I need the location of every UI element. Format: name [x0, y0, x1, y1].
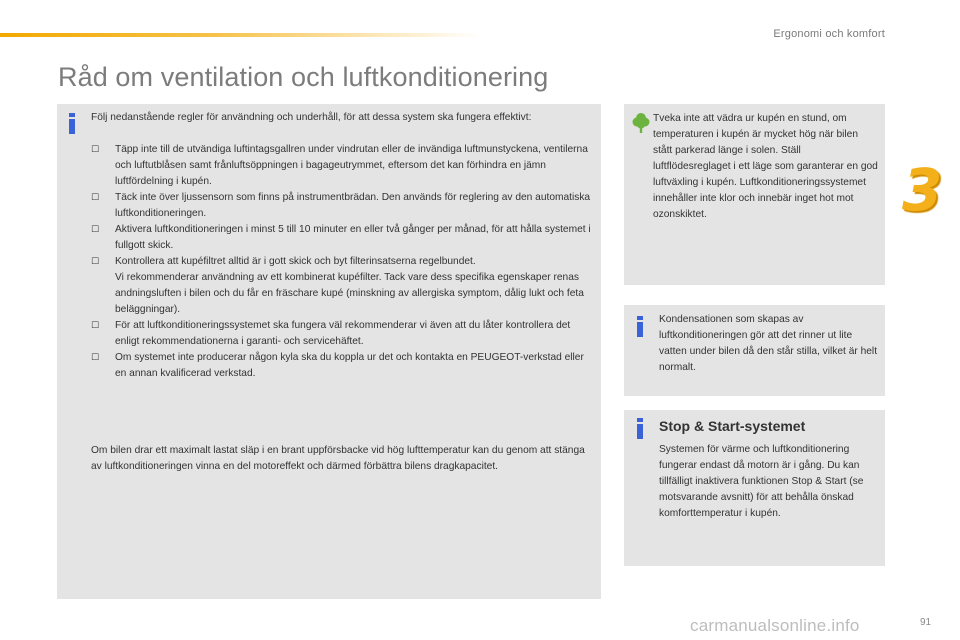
list-item: ☐ Täck inte över ljussensorn som finns på instrumentbrädan. Den används för reglering av den automatiska luftkonditioneringen. [91, 192, 591, 219]
page-number: 91 [920, 617, 932, 628]
rules-list [91, 142, 591, 382]
header-accent-bar [0, 33, 480, 37]
bullet-arrow-icon: ☐ [91, 225, 100, 235]
section-title: Ergonomi och komfort [773, 28, 885, 40]
stop-start-text: Systemen för värme och luftkonditionering fungerar endast då motorn är i gång. Du kan tillfälligt inaktivera funktionen Stop & Start (se motsvarande avsnitt) för att behålla önskad komforttemperatur i kupén. [659, 444, 864, 519]
tree-icon [632, 112, 650, 134]
list-item: ☐ Täpp inte till de utvändiga luftintagsgallren under vindrutan eller de invändiga luftmunstyckena, ventilerna och luftutblåsen samt frånluftsöppningen i bagageutrymmet, eftersom det kan förhindra en jämn luftfördelning i kupén. [91, 144, 588, 187]
list-item: ☐ För att luftkonditioneringssystemet ska fungera väl rekommenderar vi även att du låter kontrollera det enligt rekommendationerna i garanti- och servicehäftet. [91, 320, 571, 347]
bullet-arrow-icon: ☐ [91, 257, 100, 267]
towing-note: Om bilen drar ett maximalt lastat släp i en brant uppförsbacke vid hög lufttemperatur kan du genom att stänga av luftkonditioneringen vinna en del motoreffekt och därmed förbättra bilens dragkapacitet. [91, 445, 585, 472]
condensation-text: Kondensationen som skapas av luftkonditioneringen gör att det rinner ut lite vatten under bilen då den står stilla, vilket är helt normalt. [659, 314, 878, 373]
intro-text: Följ nedanstående regler för användning och underhåll, för att dessa system ska fungera effektivt: [91, 112, 532, 123]
list-item: ☐ Kontrollera att kupéfiltret alltid är i gott skick och byt filterinsatserna regelbundet. Vi rekommenderar användning av ett kombinerat kupéfilter. Tack vare dess specifika egenskaper renas andningsluften i bilen och du får en fräschare kupé (minskning av allergiska symptom, dålig lukt och feta beläggningar). [91, 256, 584, 315]
info-icon [68, 113, 76, 135]
bullet-arrow-icon: ☐ [91, 353, 100, 363]
stop-start-title: Stop & Start-systemet [659, 418, 806, 434]
bullet-arrow-icon: ☐ [91, 193, 100, 203]
chapter-number: 3 [902, 156, 943, 224]
info-icon [636, 418, 644, 440]
list-item: ☐ Om systemet inte producerar någon kyla ska du koppla ur det och kontakta en PEUGEOT-verkstad eller en annan kvalificerad verkstad. [91, 352, 584, 379]
list-item: ☐ Aktivera luftkonditioneringen i minst 5 till 10 minuter en eller två gånger per månad, för att hålla systemet i fullgott skick. [91, 224, 591, 251]
bullet-arrow-icon: ☐ [91, 145, 100, 155]
watermark: carmanualsonline.info [690, 616, 860, 635]
eco-tip-text: Tveka inte att vädra ur kupén en stund, om temperaturen i kupén är mycket hög när bilen stått parkerad länge i solen. Ställ luftflödesreglaget i ett läge som garanterar en god luftväxling i kupén. Luftkonditioneringssystemet innehåller inte klor och innebär inget hot mot ozonskiktet. [653, 113, 878, 220]
page-title: Råd om ventilation och luftkonditionering [58, 62, 549, 92]
bullet-arrow-icon: ☐ [91, 321, 100, 331]
info-icon [636, 316, 644, 338]
